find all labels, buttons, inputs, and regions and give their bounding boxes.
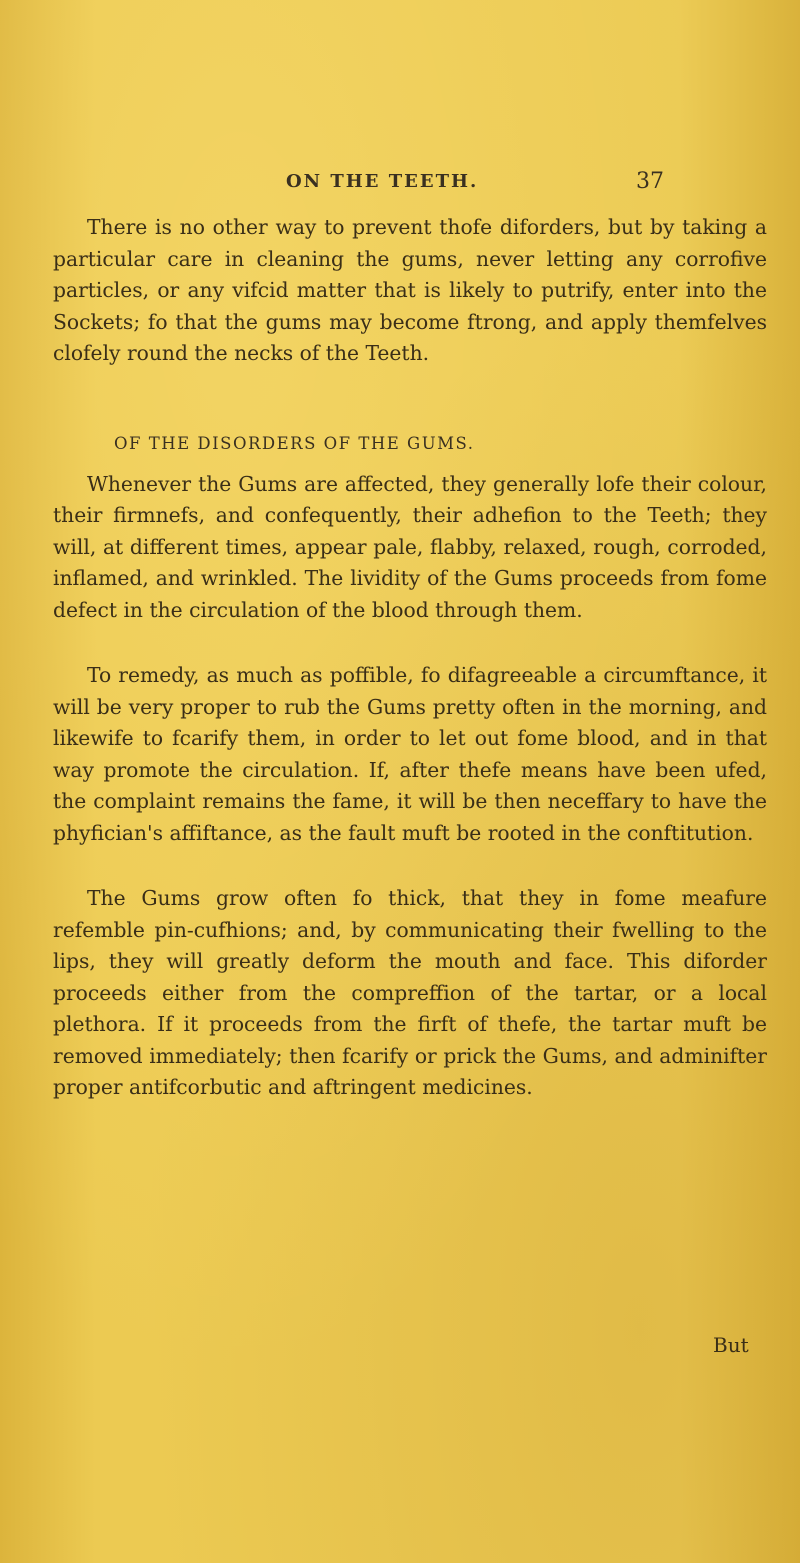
paragraph-thick-gums: The Gums grow often fo thick, that they in fome meafure refemble pin-cufhions; and, by communicating their fwelling to the lips, they will greatly deform the mouth and face. This diforder proceeds either from the compreffion of the tartar, or a local plethora. If it proceeds from the firft of thefe, the tartar muft be removed immediately; then fcarify or prick the Gums, and adminifter proper antifcorbutic and aftringent medicines. — [53, 886, 767, 1099]
paragraph-prevention: There is no other way to prevent thofe diforders, but by taking a particular care in cleaning the gums, never letting any corrofive particles, or any vifcid matter that is likely to putrify, enter into the Sockets; fo that the gums may become ftrong, and apply themfelves clofely round the necks of the Teeth. — [53, 215, 767, 365]
page-body — [53, 212, 767, 1104]
paragraph-affected-gums: Whenever the Gums are affected, they generally lofe their colour, their firmnefs, and confequently, their adhefion to the Teeth; they will, at different times, appear pale, flabby, relaxed, rough, corroded, inflamed, and wrinkled. The lividity of the Gums proceeds from fome defect in the circulation of the blood through them. — [53, 471, 767, 622]
catchword: But — [713, 1333, 749, 1357]
running-head-title: ON THE TEETH. — [286, 171, 479, 192]
running-head — [0, 171, 800, 201]
page-number: 37 — [636, 169, 664, 194]
section-heading: OF THE DISORDERS OF THE GUMS. — [114, 433, 475, 453]
paragraph-remedy: To remedy, as much as poffible, fo difagreeable a circumftance, it will be very proper to rub the Gums pretty often in the morning, and likewife to fcarify them, in order to let out fome blood, and in that way promote the circulation. If, after thefe means have been ufed, the complaint remains the fame, it will be then neceffary to have the phyfician's affiftance, as the fault muft be rooted in the conftitution. — [53, 663, 767, 845]
